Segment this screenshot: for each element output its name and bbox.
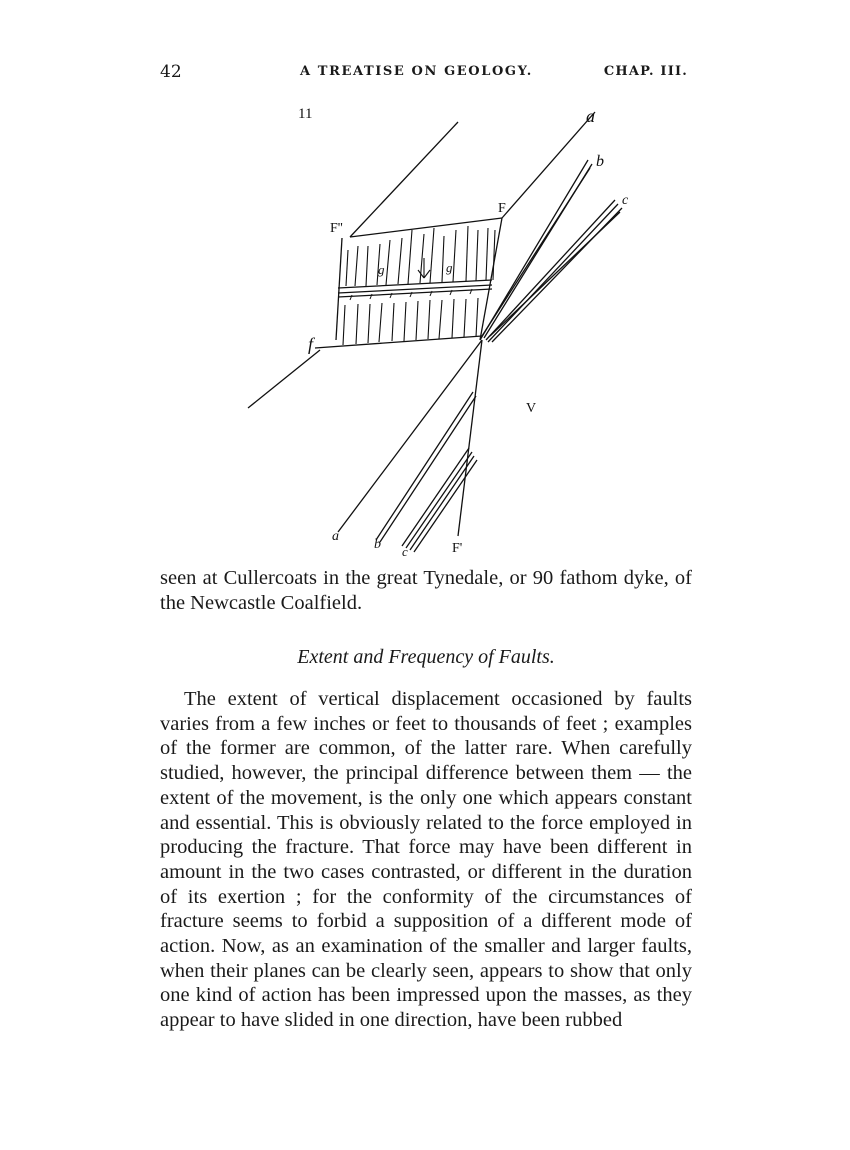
label-V: V: [526, 401, 537, 416]
running-title: A TREATISE ON GEOLOGY.: [300, 64, 533, 79]
body-paragraph: The extent of vertical displacement occasioned by faults varies from a few inches or feet to thousands of feet ; examples of the former are common, of the latter rare. When carefully studied, however, the principal difference between them — the extent of the movement, is the only one which appears constant and essential. This is obviously related to the force employed in producing the fracture. That force may have been different in amount in the two cases contrasted, or different in the duration of its exertion ; for the conformity of the circumstances of fracture seems to forbid a supposition of a different mode of action. Now, as an examination of the smaller and larger faults, when their planes can be clearly seen, appears to show that only one kind of action has been impressed upon the masses, as they appear to have slided in one direction, have been rubbed: [160, 688, 692, 1032]
label-b-top: b: [596, 153, 604, 170]
label-a-top: a: [586, 106, 595, 126]
fault-diagram: [230, 100, 650, 570]
chapter-label: CHAP. III.: [603, 64, 688, 79]
fault-figure: [230, 100, 650, 570]
label-c-bottom: c: [402, 544, 408, 559]
label-F-bottom: F': [452, 541, 463, 556]
label-F2-top: F'': [330, 221, 343, 236]
figure-number: 11: [298, 106, 313, 122]
label-F-top: F: [498, 201, 506, 216]
label-a-bottom: a: [332, 529, 339, 544]
running-header: [160, 62, 690, 86]
page-number: 42: [160, 62, 182, 82]
section-heading: Extent and Frequency of Faults.: [297, 646, 555, 668]
label-c-top: c: [622, 193, 629, 208]
label-b-bottom: b: [374, 537, 381, 552]
label-g-left: g: [378, 262, 385, 277]
figure-caption: seen at Cullercoats in the great Tynedale, or 90 fathom dyke, of the Newcastle Coalfield.: [160, 567, 692, 614]
label-f-left: f: [308, 334, 314, 354]
label-g-right: g: [446, 260, 453, 275]
